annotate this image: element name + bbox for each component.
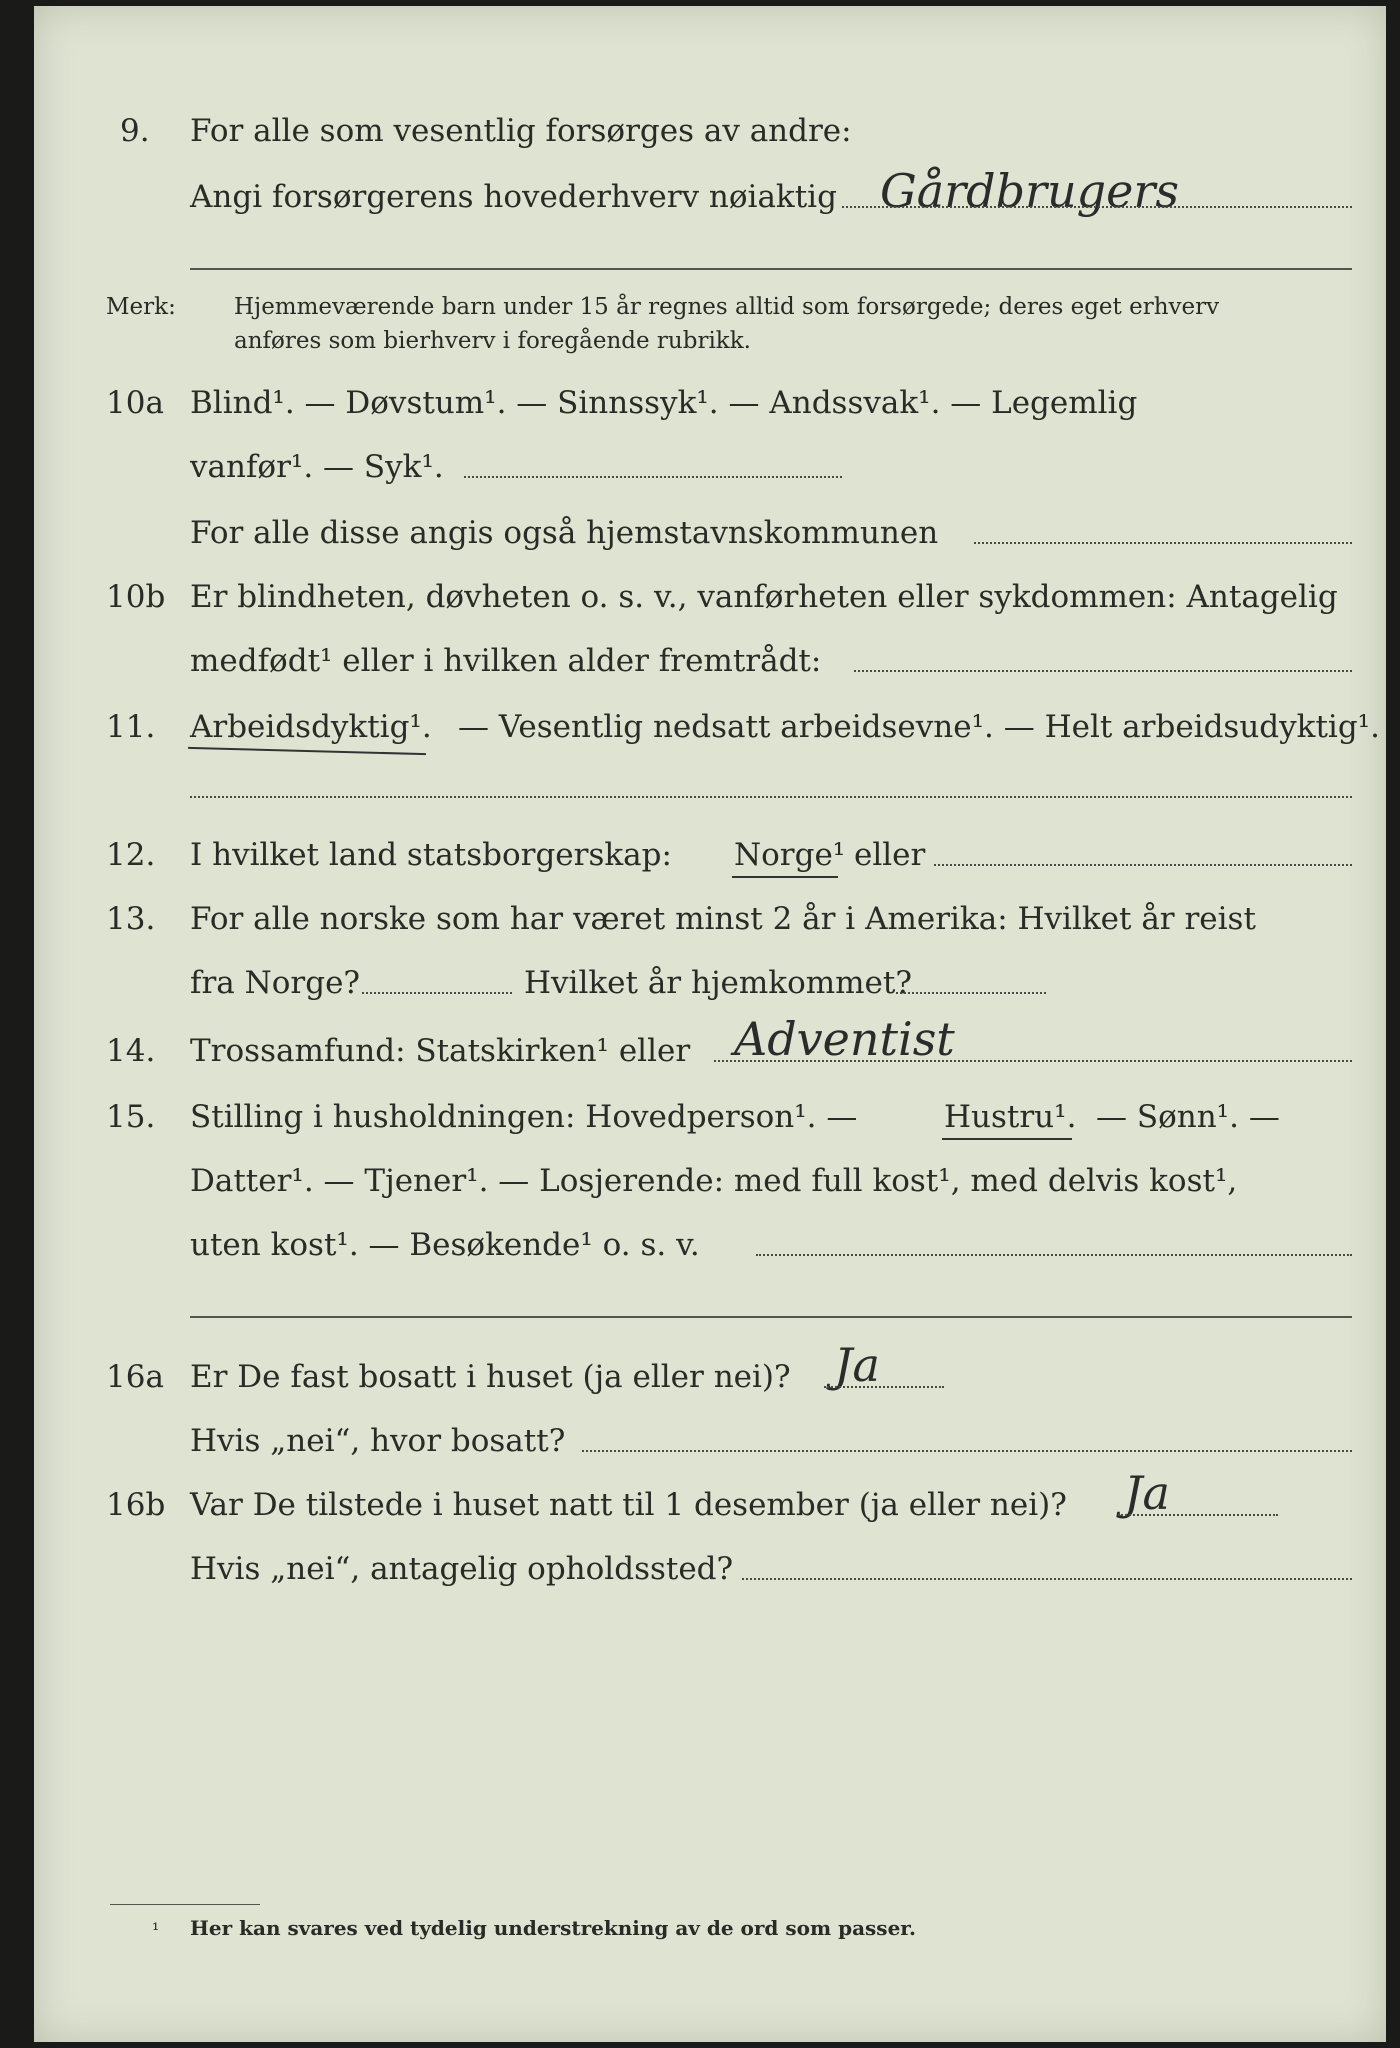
q10a-answer-line: [464, 476, 842, 478]
q11-answer-line: [190, 796, 1352, 798]
footnote-rule: [110, 1904, 260, 1905]
q15-text-line1c: — Sønn¹. —: [1096, 1099, 1280, 1135]
merk-label: Merk:: [106, 294, 176, 320]
q14-text: Trossamfund: Statskirken¹ eller: [190, 1033, 691, 1069]
q11-number: 11.: [106, 709, 156, 745]
q10b-text-line1: Er blindheten, døvheten o. s. v., vanførheten eller sykdommen: Antagelig: [190, 579, 1338, 615]
q12-eller: eller: [854, 837, 926, 873]
q12-number: 12.: [106, 837, 156, 873]
q15-answer-line: [756, 1254, 1352, 1256]
q15-text-line3: uten kost¹. — Besøkende¹ o. s. v.: [190, 1227, 700, 1263]
q13-hjemkommet-line: [896, 992, 1046, 994]
q11-text-underlined: Arbeidsdyktig¹.: [190, 709, 432, 745]
merk-text-line2: anføres som bierhverv i foregående rubrikk.: [234, 328, 751, 354]
q16a-number: 16a: [106, 1359, 164, 1395]
footnote-text: Her kan svares ved tydelig understrekning av de ord som passer.: [190, 1916, 916, 1940]
q10b-text-line2: medfødt¹ eller i hvilken alder fremtrådt:: [190, 643, 822, 679]
q15-text-line1a: Stilling i husholdningen: Hovedperson¹. —: [190, 1099, 858, 1135]
merk-text-line1: Hjemmeværende barn under 15 år regnes alltid som forsørgede; deres eget erhverv: [234, 294, 1220, 320]
q13-number: 13.: [106, 901, 156, 937]
footnote-marker: ¹: [152, 1920, 160, 1941]
q11-handwritten-underline: [188, 747, 426, 755]
q9-number: 9.: [120, 113, 150, 149]
q10a-text-line2: vanfør¹. — Syk¹.: [190, 449, 444, 485]
q14-handwritten-answer: Adventist: [734, 1012, 955, 1066]
q13-text-line1: For alle norske som har været minst 2 år i Amerika: Hvilket år reist: [190, 901, 1256, 937]
q16b-handwritten-answer: Ja: [1124, 1466, 1170, 1520]
q16a-text-line2: Hvis „nei“, hvor bosatt?: [190, 1423, 566, 1459]
q10a-text-line1: Blind¹. — Døvstum¹. — Sinnssyk¹. — Andssvak¹. — Legemlig: [190, 385, 1138, 421]
q16b-number: 16b: [106, 1487, 166, 1523]
q12-norge: Norge¹: [734, 837, 846, 873]
q10a-number: 10a: [106, 385, 164, 421]
q15-text-line2: Datter¹. — Tjener¹. — Losjerende: med full kost¹, med delvis kost¹,: [190, 1163, 1238, 1199]
q14-number: 14.: [106, 1033, 156, 1069]
q10a-kommune-line: [974, 542, 1352, 544]
q12-text: I hvilket land statsborgerskap:: [190, 837, 672, 873]
q9-extra-line: [190, 268, 1352, 270]
q15-handwritten-underline: [942, 1138, 1072, 1140]
q9-answer-line: [842, 206, 1352, 208]
q13-text-line2a: fra Norge?: [190, 965, 361, 1001]
q16a-handwritten-answer: Ja: [834, 1338, 880, 1392]
q12-answer-line: [934, 864, 1352, 866]
q16b-opholdssted-line: [742, 1578, 1352, 1580]
q16b-answer-line: [1118, 1514, 1278, 1516]
q16b-text-line1: Var De tilstede i huset natt til 1 desember (ja eller nei)?: [190, 1487, 1067, 1523]
q11-text-rest: — Vesentlig nedsatt arbeidsevne¹. — Helt arbeidsudyktig¹.: [458, 709, 1380, 745]
q14-answer-line: [714, 1060, 1352, 1062]
q16b-text-line2: Hvis „nei“, antagelig opholdssted?: [190, 1551, 734, 1587]
q15-extra-line: [190, 1316, 1352, 1318]
q10a-text-line3: For alle disse angis også hjemstavnskommunen: [190, 515, 939, 551]
q13-text-line2b: Hvilket år hjemkommet?: [524, 965, 912, 1001]
q10b-number: 10b: [106, 579, 166, 615]
q16a-answer-line: [824, 1386, 944, 1388]
q15-number: 15.: [106, 1099, 156, 1135]
q13-reist-line: [362, 992, 512, 994]
q16a-text-line1: Er De fast bosatt i huset (ja eller nei)?: [190, 1359, 791, 1395]
q9-text-line2: Angi forsørgerens hovederhverv nøiaktig: [190, 179, 837, 215]
q12-handwritten-underline: [732, 876, 838, 878]
census-form-page: [34, 6, 1386, 2042]
q16a-bosatt-line: [582, 1450, 1352, 1452]
q9-handwritten-answer: Gårdbrugers: [880, 164, 1179, 218]
q10b-answer-line: [854, 670, 1352, 672]
q9-text-line1: For alle som vesentlig forsørges av andre:: [190, 113, 852, 149]
q15-hustru: Hustru¹.: [944, 1099, 1077, 1135]
